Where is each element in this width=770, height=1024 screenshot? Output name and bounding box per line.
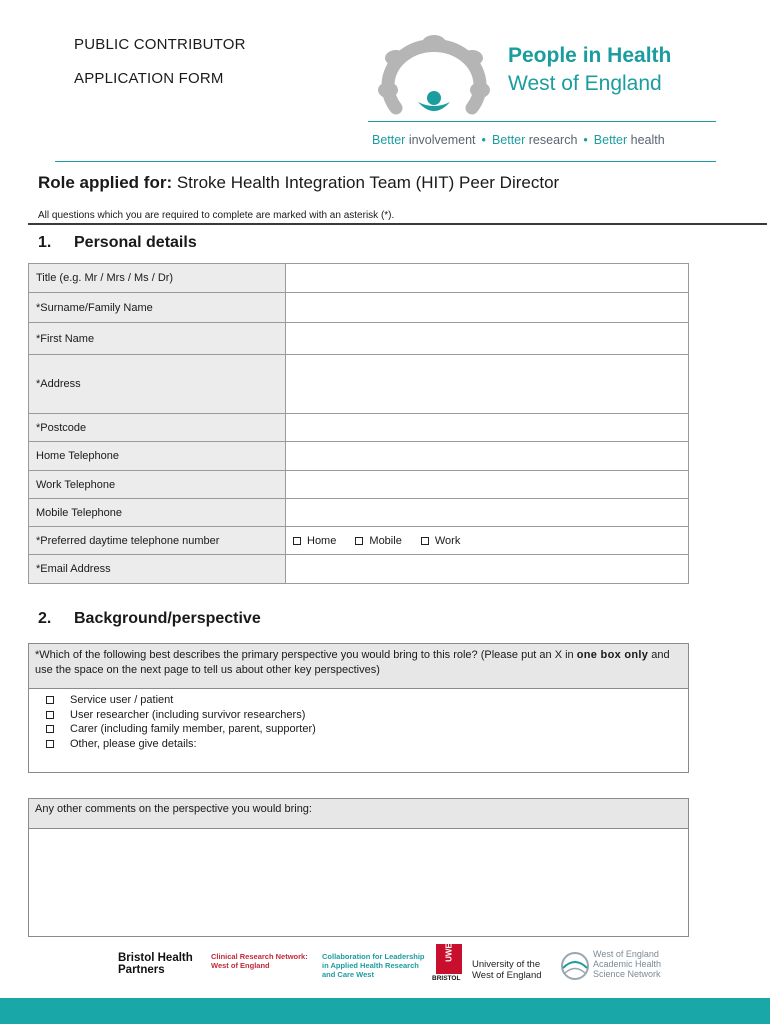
option-label: User researcher (including survivor researchers): [70, 708, 306, 721]
tagline: [372, 133, 665, 147]
comments-label: Any other comments on the perspective you would bring:: [29, 799, 688, 829]
section-title: Background/perspective: [74, 610, 261, 627]
section-number: 1.: [38, 234, 52, 251]
logo-text-line2: West of England: [508, 72, 662, 95]
phone-option-home[interactable]: [293, 535, 336, 547]
logo-line: Science Network: [593, 969, 661, 979]
work-telephone-field[interactable]: [286, 471, 689, 499]
phone-option-label: Home: [307, 534, 337, 547]
perspective-question-box: [28, 643, 689, 773]
perspective-options: [29, 689, 688, 751]
address-field[interactable]: [286, 355, 689, 414]
section-number: 2.: [38, 610, 52, 627]
logo-line: West of England: [472, 970, 542, 981]
logo-line: and Care West: [322, 970, 374, 979]
table-row: [29, 355, 689, 414]
logo-line: West of England: [593, 949, 659, 959]
header-divider: [55, 161, 716, 162]
logo-line: in Applied Health Research: [322, 961, 419, 970]
field-label: *Surname/Family Name: [29, 293, 286, 323]
option-label: Carer (including family member, parent, supporter): [70, 723, 316, 735]
phone-option-label: Work: [434, 534, 461, 547]
email-field[interactable]: [286, 555, 689, 584]
logo-text-line1: People in Health: [508, 44, 672, 67]
ahsn-globe-icon: [557, 946, 593, 982]
option-label: Other, please give details:: [70, 737, 197, 750]
tagline-word: Better: [372, 133, 406, 147]
table-row: [29, 527, 689, 555]
mobile-telephone-field[interactable]: [286, 499, 689, 527]
phone-option-label: Mobile: [369, 534, 402, 547]
tagline-rest: research: [525, 133, 578, 147]
logo-line: Collaboration for Leadership: [322, 952, 425, 961]
field-label: Mobile Telephone: [29, 499, 286, 527]
bristol-health-partners-logo: [118, 952, 193, 976]
field-label: *First Name: [29, 323, 286, 355]
table-row: [29, 264, 689, 293]
title-field[interactable]: [286, 264, 689, 293]
checkbox-icon[interactable]: [421, 537, 429, 545]
table-row: [29, 293, 689, 323]
checkbox-icon[interactable]: [46, 711, 54, 719]
comments-box: [28, 798, 689, 937]
section-heading-background: [38, 610, 261, 628]
phone-option-work[interactable]: [421, 535, 460, 547]
logo-divider: [368, 121, 716, 122]
field-label: *Postcode: [29, 414, 286, 442]
preferred-phone-options: [286, 527, 689, 555]
section-divider: [28, 223, 767, 225]
form-title-line2: APPLICATION FORM: [74, 70, 224, 87]
question-text: and use the space on the next page to tell us about other key perspectives): [35, 649, 670, 676]
surname-field[interactable]: [286, 293, 689, 323]
list-item[interactable]: [46, 722, 688, 737]
ahsn-name: [593, 949, 661, 979]
checkbox-icon[interactable]: [46, 725, 54, 733]
list-item[interactable]: [46, 693, 688, 708]
field-label: *Preferred daytime telephone number: [29, 527, 286, 555]
field-label: Work Telephone: [29, 471, 286, 499]
logo-line: Partners: [118, 964, 165, 976]
table-row: [29, 499, 689, 527]
tagline-separator: •: [481, 133, 486, 147]
uwe-badge-text: UWE: [444, 943, 454, 962]
table-row: [29, 555, 689, 584]
list-item[interactable]: [46, 737, 688, 752]
checkbox-icon[interactable]: [46, 696, 54, 704]
clahrc-logo: [322, 952, 425, 979]
comments-field[interactable]: [29, 829, 688, 935]
crn-logo: [211, 952, 308, 970]
checkbox-icon[interactable]: [355, 537, 363, 545]
perspective-question: [29, 644, 688, 689]
logo-line: Clinical Research Network:: [211, 952, 308, 961]
personal-details-table: [28, 263, 689, 584]
phone-option-mobile[interactable]: [355, 535, 401, 547]
tagline-word: Better: [593, 133, 628, 147]
question-emphasis: one box only: [576, 649, 649, 661]
table-row: [29, 414, 689, 442]
logo-line: West of England: [211, 961, 270, 970]
question-text: *Which of the following best describes the primary perspective you would bring to this role? (Please put an X in: [35, 649, 577, 661]
logo-line: Academic Health: [593, 959, 662, 969]
home-telephone-field[interactable]: [286, 442, 689, 471]
field-label: Home Telephone: [29, 442, 286, 471]
list-item[interactable]: [46, 708, 688, 723]
section-title: Personal details: [74, 234, 197, 251]
field-label: *Address: [29, 355, 286, 414]
uwe-badge-icon: [436, 944, 462, 974]
field-label: Title (e.g. Mr / Mrs / Ms / Dr): [29, 264, 286, 293]
field-label: *Email Address: [29, 555, 286, 584]
section-heading-personal-details: [38, 234, 197, 252]
role-applied-for: [38, 173, 559, 193]
uwe-logo: [432, 944, 468, 984]
table-row: [29, 442, 689, 471]
uwe-city: BRISTOL: [432, 975, 461, 982]
logo-line: University of the: [472, 959, 541, 970]
role-label: Role applied for:: [38, 173, 173, 192]
uwe-name: [472, 959, 542, 981]
form-title-line1: PUBLIC CONTRIBUTOR: [74, 36, 246, 53]
tagline-rest: involvement: [405, 133, 476, 147]
checkbox-icon[interactable]: [46, 740, 54, 748]
table-row: [29, 323, 689, 355]
people-circle-icon: [368, 32, 500, 122]
checkbox-icon[interactable]: [293, 537, 301, 545]
tagline-separator: •: [583, 133, 588, 147]
role-value: Stroke Health Integration Team (HIT) Peer Director: [172, 173, 560, 192]
people-in-health-logo: [368, 32, 718, 122]
option-label: Service user / patient: [70, 694, 174, 706]
postcode-field[interactable]: [286, 414, 689, 442]
logo-line: Bristol Health: [118, 952, 193, 964]
table-row: [29, 471, 689, 499]
footer-bar: [0, 998, 770, 1024]
tagline-rest: health: [627, 133, 665, 147]
first-name-field[interactable]: [286, 323, 689, 355]
tagline-word: Better: [491, 133, 526, 147]
asterisk-note: All questions which you are required to complete are marked with an asterisk (*).: [38, 210, 395, 221]
